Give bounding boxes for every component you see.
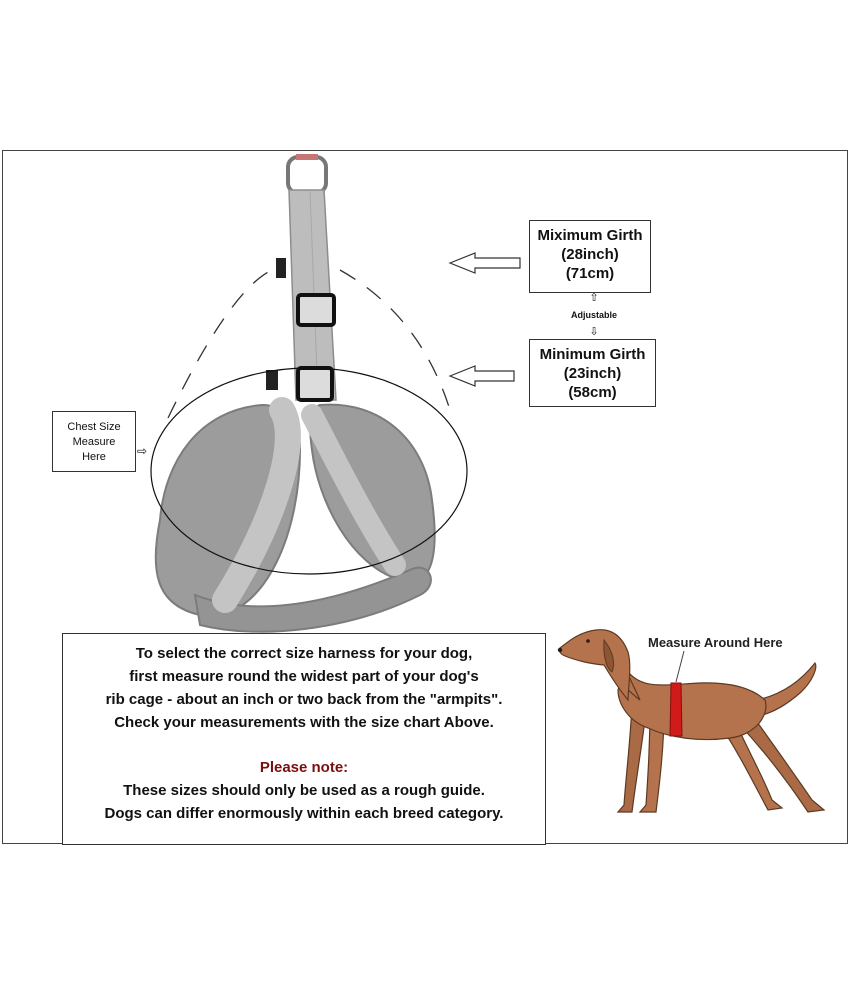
- minimum-girth-cm: (58cm): [568, 384, 617, 401]
- maximum-girth-title: Miximum Girth: [537, 227, 643, 244]
- adjustable-label: Adjustable: [570, 310, 617, 320]
- arrow-to-min: [450, 366, 514, 386]
- instructions-line2: first measure round the widest part of your dog's: [129, 668, 479, 685]
- minimum-girth-inch: (23inch): [563, 365, 622, 382]
- maximum-girth-cm: (71cm): [565, 265, 615, 282]
- maximum-girth-box: [529, 220, 651, 293]
- minimum-girth-box: [529, 339, 656, 407]
- chest-size-line3: Here: [82, 451, 106, 463]
- side-clip-upper: [276, 258, 286, 278]
- buckle-lower: [298, 368, 332, 400]
- right-arrow-icon: ⇨: [137, 444, 148, 458]
- chest-size-line1: Chest Size: [67, 421, 121, 433]
- note-line2: Dogs can differ enormously within each breed category.: [104, 805, 504, 822]
- dashed-arc-right: [340, 270, 450, 410]
- chest-size-line2: Measure: [72, 436, 116, 448]
- down-arrow-icon: ⇩: [589, 326, 599, 338]
- instructions-box: [62, 633, 546, 845]
- maximum-girth-inch: (28inch): [561, 246, 619, 263]
- note-line1: These sizes should only be used as a rough guide.: [123, 782, 485, 799]
- note-title: Please note:: [259, 759, 349, 776]
- instructions-line1: To select the correct size harness for your dog,: [135, 645, 473, 662]
- buckle-upper: [298, 295, 334, 325]
- d-ring: [288, 157, 326, 193]
- ring-tag: [296, 154, 318, 160]
- measure-band: [670, 683, 682, 736]
- arrow-to-max: [450, 253, 520, 273]
- minimum-girth-title: Minimum Girth: [539, 346, 646, 363]
- side-clip-lower: [266, 370, 278, 390]
- instructions-line4: Check your measurements with the size chart Above.: [114, 714, 494, 731]
- measure-around-label: Measure Around Here: [648, 635, 783, 650]
- chest-size-box: [52, 411, 136, 472]
- up-arrow-icon: ⇧: [589, 292, 599, 304]
- instructions-line3: rib cage - about an inch or two back from the "armpits".: [105, 691, 503, 708]
- dashed-arc-left: [168, 270, 272, 418]
- dog-illustration: [558, 630, 824, 812]
